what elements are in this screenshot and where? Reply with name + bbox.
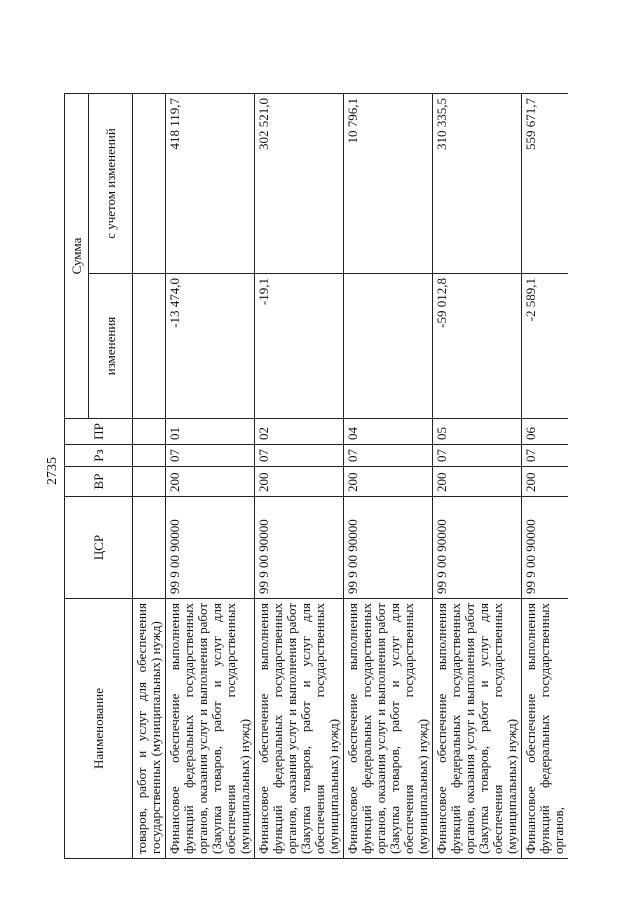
row-vr: 200 (433, 467, 522, 497)
row-change: -19,1 (255, 274, 344, 419)
row-total: 559 671,7 (522, 94, 569, 274)
row-csr: 99 9 00 90000 (522, 497, 569, 599)
row-change: -59 012,8 (433, 274, 522, 419)
row-change (133, 274, 166, 419)
header-csr: ЦСР (65, 497, 133, 599)
row-name: Финансовое обеспечение выполнения функций федеральных государственных органов, (522, 599, 569, 859)
row-change: -13 474,0 (166, 274, 255, 419)
row-csr: 99 9 00 90000 (166, 497, 255, 599)
row-pr: 04 (344, 419, 433, 445)
row-total: 302 521,0 (255, 94, 344, 274)
row-pr: 01 (166, 419, 255, 445)
header-vr: ВР (65, 467, 133, 497)
row-rz (133, 445, 166, 467)
row-csr: 99 9 00 90000 (433, 497, 522, 599)
header-name: Наименование (65, 599, 133, 859)
header-with-change: с учетом изменений (89, 94, 133, 274)
row-vr: 200 (166, 467, 255, 497)
row-rz: 07 (433, 445, 522, 467)
table-row (344, 94, 433, 859)
row-name: Финансовое обеспечение выполнения функций федеральных государственных органов, оказания услуг и выполнения работ (Закупка товаров, работ и услуг для обеспечения государственных (муниципальных) нужд) (344, 599, 433, 859)
row-total (133, 94, 166, 274)
row-rz: 07 (255, 445, 344, 467)
row-vr (133, 467, 166, 497)
header-sum: Сумма (65, 94, 89, 419)
row-name: товаров, работ и услуг для обеспечения государственных (муниципальных) нужд) (133, 599, 166, 859)
row-name: Финансовое обеспечение выполнения функций федеральных государственных органов, оказания услуг и выполнения работ (Закупка товаров, работ и услуг для обеспечения государственных (муниципальных) нужд) (433, 599, 522, 859)
row-total: 10 796,1 (344, 94, 433, 274)
row-csr: 99 9 00 90000 (255, 497, 344, 599)
header-rz: Рз (65, 445, 133, 467)
table-row (133, 94, 166, 859)
row-change: -2 589,1 (522, 274, 569, 419)
rotated-page (40, 40, 640, 905)
header-pr: ПР (65, 419, 133, 445)
row-rz: 07 (522, 445, 569, 467)
row-vr: 200 (522, 467, 569, 497)
row-pr: 06 (522, 419, 569, 445)
row-total: 310 335,5 (433, 94, 522, 274)
table-row (255, 94, 344, 859)
row-pr (133, 419, 166, 445)
budget-table (64, 93, 568, 859)
table-row (166, 94, 255, 859)
row-name: Финансовое обеспечение выполнения функций федеральных государственных органов, оказания услуг и выполнения работ (Закупка товаров, работ и услуг для обеспечения государственных (муниципальных) нужд) (255, 599, 344, 859)
row-csr (133, 497, 166, 599)
table-row (433, 94, 522, 859)
row-pr: 02 (255, 419, 344, 445)
page-number: 2735 (45, 457, 60, 485)
header-change: изменения (89, 274, 133, 419)
row-pr: 05 (433, 419, 522, 445)
row-vr: 200 (255, 467, 344, 497)
row-csr: 99 9 00 90000 (344, 497, 433, 599)
row-vr: 200 (344, 467, 433, 497)
table-row (522, 94, 569, 859)
row-rz: 07 (344, 445, 433, 467)
row-change (344, 274, 433, 419)
row-rz: 07 (166, 445, 255, 467)
row-name: Финансовое обеспечение выполнения функций федеральных государственных органов, оказания услуг и выполнения работ (Закупка товаров, работ и услуг для обеспечения государственных (муниципальных) нужд) (166, 599, 255, 859)
row-total: 418 119,7 (166, 94, 255, 274)
